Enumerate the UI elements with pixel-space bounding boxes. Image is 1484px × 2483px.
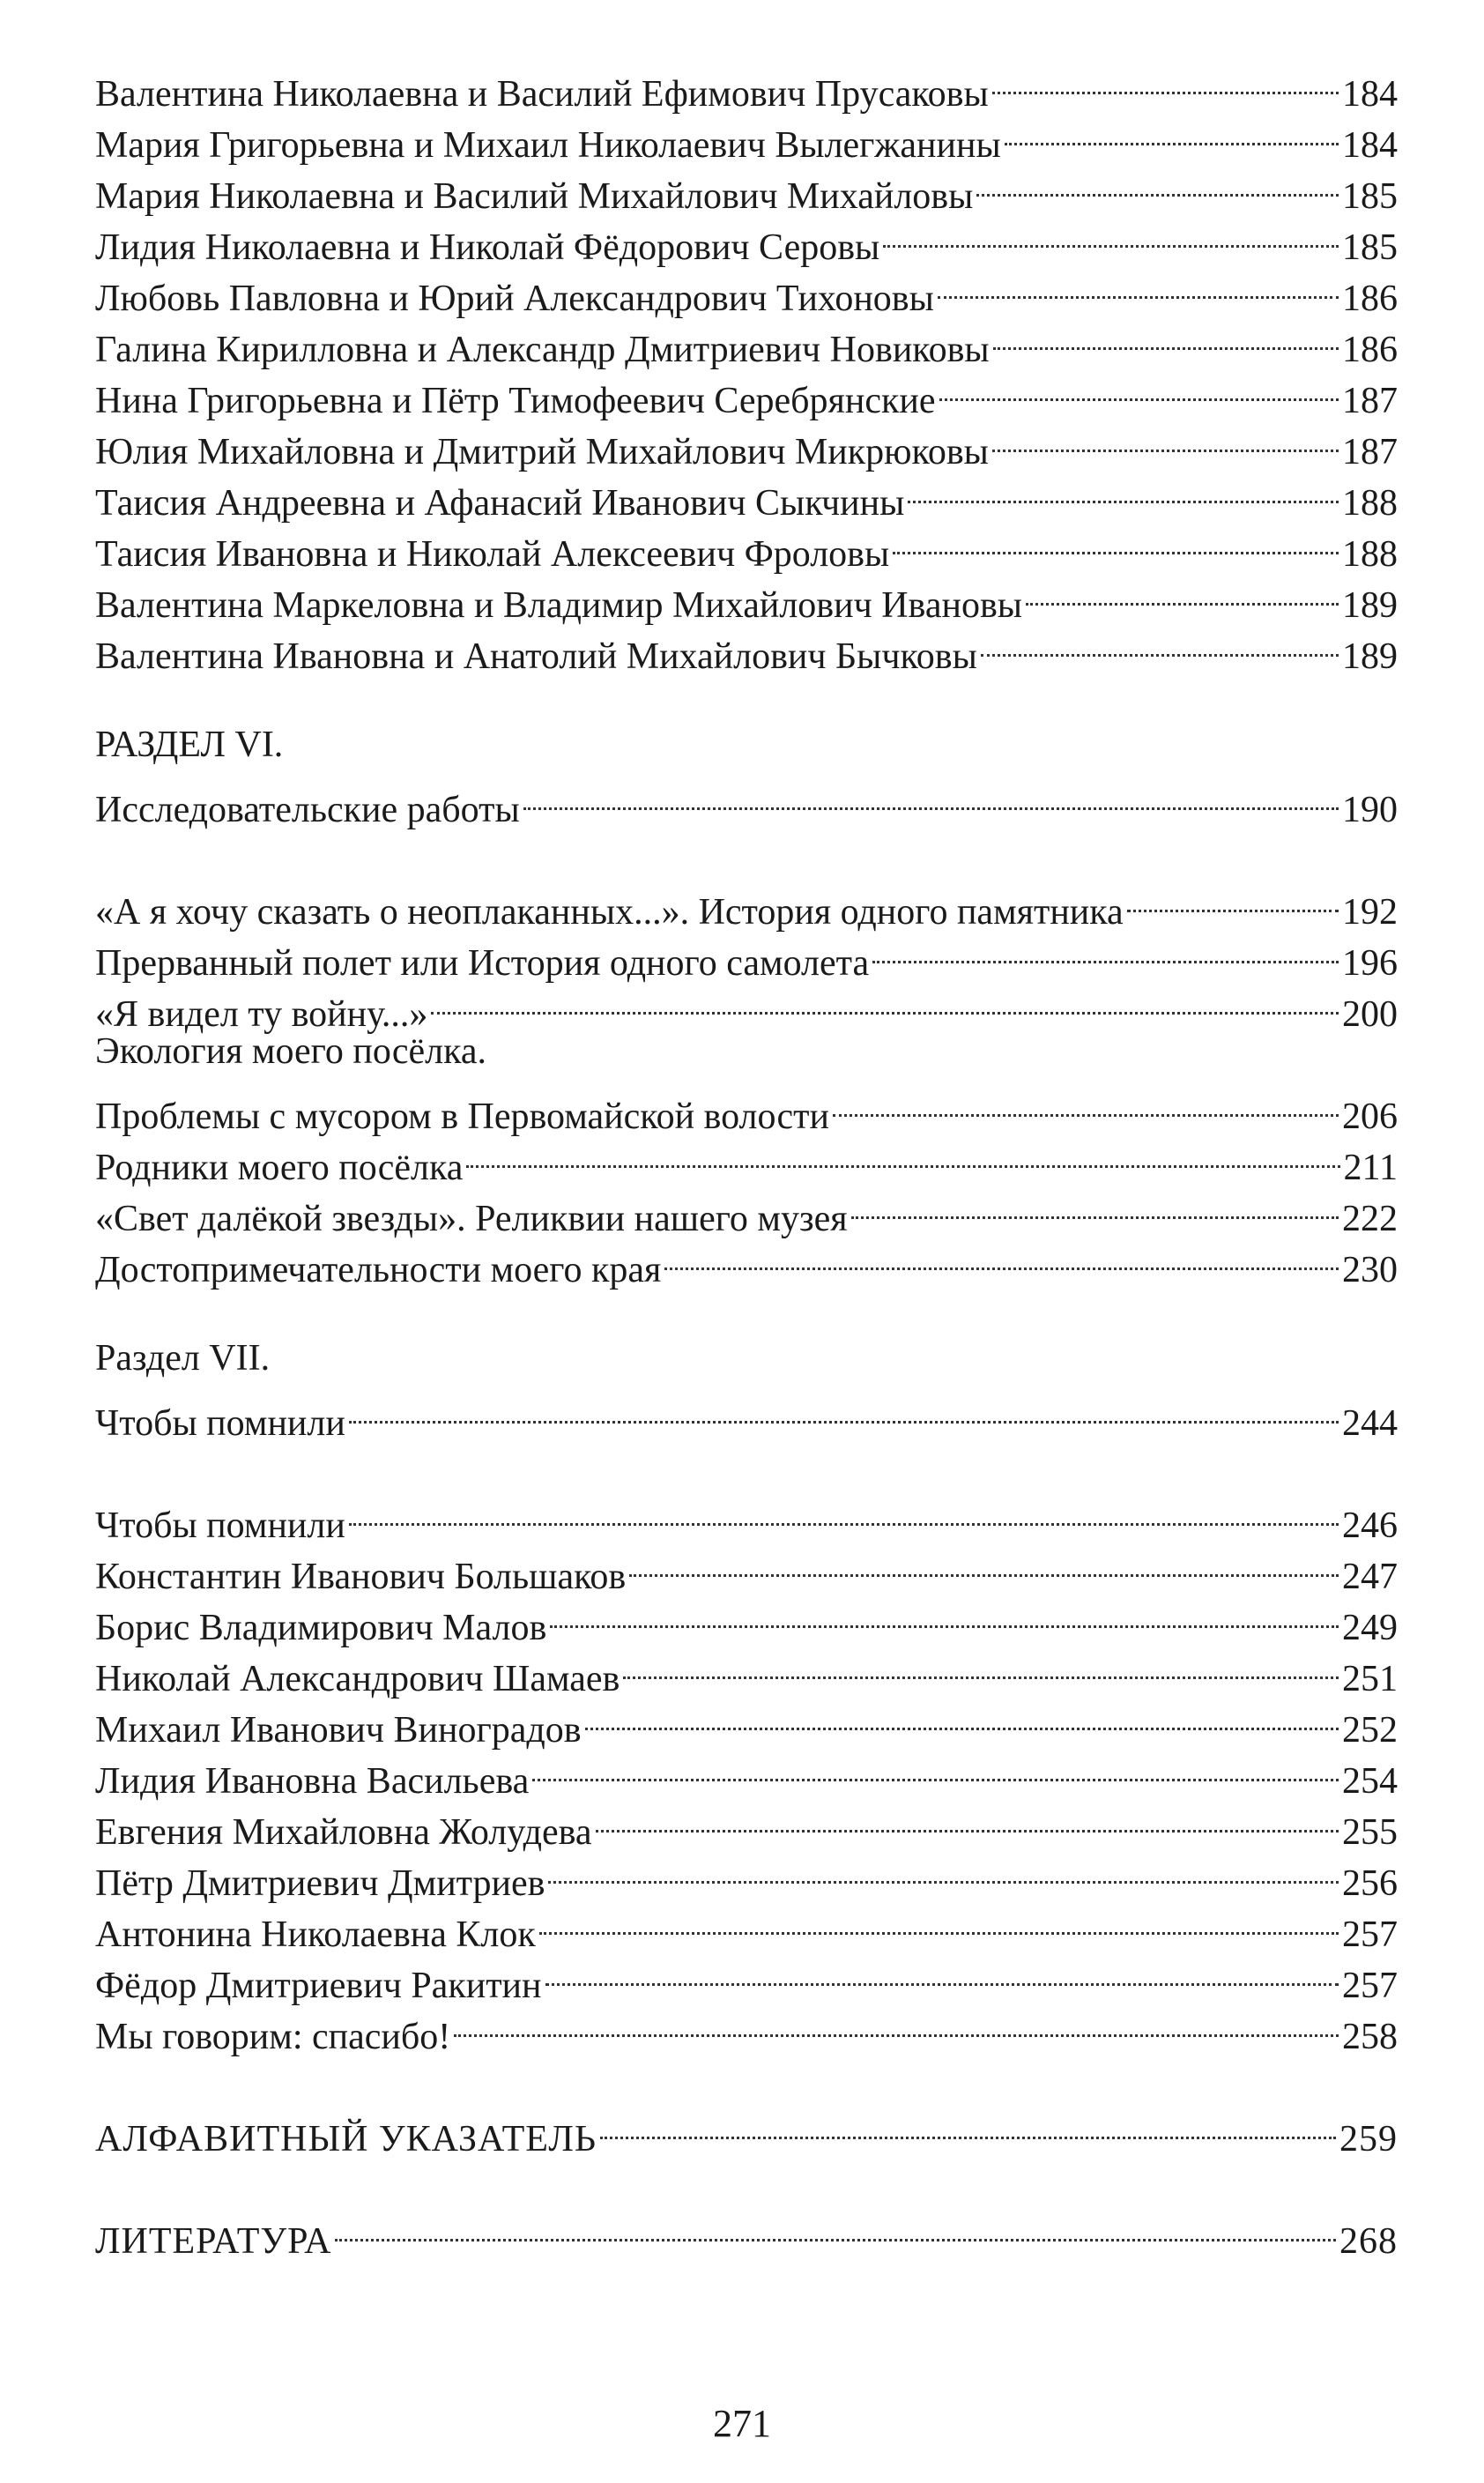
toc-entry-page: 258 — [1342, 2017, 1398, 2057]
section-vi-title-entry — [95, 770, 1398, 830]
toc-entry-page: 200 — [1342, 994, 1398, 1035]
toc-entry-label: Пётр Дмитриевич Дмитриев — [95, 1863, 545, 1904]
toc-entry-label: Антонина Николаевна Клок — [95, 1914, 536, 1955]
toc-entry-page: 211 — [1343, 1148, 1398, 1188]
toc-entry — [95, 1486, 1398, 1546]
toc-entry-page: 190 — [1342, 790, 1398, 830]
dot-leader — [539, 1895, 1339, 1946]
toc-entry-page: 268 — [1339, 2221, 1398, 2262]
toc-entry — [95, 1077, 1398, 1137]
toc-entry-label: Таисия Андреевна и Афанасий Иванович Сыкчины — [95, 483, 905, 524]
toc-entry-page: 188 — [1342, 534, 1398, 575]
ecology-line: Экология моего посёлка. — [95, 1031, 487, 1072]
toc-entry-page: 254 — [1342, 1761, 1398, 1802]
section-vii-heading: Раздел VII. — [95, 1338, 271, 1379]
toc-entry-label: ЛИТЕРАТУРА — [95, 2221, 332, 2262]
dot-leader — [1026, 566, 1339, 617]
toc-entry-page: 196 — [1342, 943, 1398, 984]
toc-entry-page: 230 — [1342, 1250, 1398, 1290]
toc-entry — [95, 55, 1398, 115]
toc-entry-label: Лидия Николаевна и Николай Фёдорович Серовы — [95, 227, 880, 268]
dot-leader — [349, 1486, 1339, 1537]
dot-leader — [454, 1997, 1339, 2048]
toc-entry-label: Мария Григорьевна и Михаил Николаевич Вылегжанины — [95, 125, 1001, 166]
toc-entry-label: Николай Александрович Шамаев — [95, 1659, 620, 1699]
toc-entry-label: Любовь Павловна и Юрий Александрович Тихоновы — [95, 279, 934, 319]
toc-entry-label: Чтобы помнили — [95, 1403, 345, 1444]
toc-entry-page: 255 — [1342, 1812, 1398, 1853]
toc-entry-page: 257 — [1342, 1966, 1398, 2006]
toc-entry-label: Мария Николаевна и Василий Михайлович Михайловы — [95, 176, 974, 217]
toc-entry-label: Лидия Ивановна Васильева — [95, 1761, 530, 1802]
toc-entry-page: 251 — [1342, 1659, 1398, 1699]
toc-entry-label: Проблемы с мусором в Первомайской волости — [95, 1097, 830, 1137]
toc-entry-label: Юлия Михайловна и Дмитрий Михайлович Микрюковы — [95, 432, 989, 472]
dot-leader — [976, 157, 1339, 208]
toc-entry-label: Достопримечательности моего края — [95, 1250, 662, 1290]
toc-entry-page: 246 — [1342, 1505, 1398, 1546]
dot-leader — [938, 259, 1339, 310]
dot-leader — [466, 1128, 1339, 1179]
dot-leader — [893, 515, 1339, 566]
dot-leader — [532, 1742, 1339, 1793]
toc-entry-label: Борис Владимирович Малов — [95, 1608, 547, 1648]
toc-entry-label: Чтобы помнили — [95, 1505, 345, 1546]
toc-entry-page: 188 — [1342, 483, 1398, 524]
toc-entry-label: Мы говорим: спасибо! — [95, 2017, 451, 2057]
dot-leader — [335, 2202, 1336, 2253]
toc-entry-label: Евгения Михайловна Жолудева — [95, 1812, 592, 1853]
toc-entry-label: «Я видел ту войну...» — [95, 994, 428, 1035]
table-of-contents — [95, 55, 1398, 2262]
alphabetical-index-entry — [95, 2100, 1398, 2160]
page-number: 271 — [713, 2402, 771, 2445]
section-vii-title-entry — [95, 1384, 1398, 1444]
toc-entry-page: 249 — [1342, 1608, 1398, 1648]
toc-entry-page: 185 — [1342, 227, 1398, 268]
dot-leader — [431, 975, 1339, 1026]
dot-leader — [1127, 873, 1339, 924]
toc-entry-page: 192 — [1342, 892, 1398, 933]
dot-leader — [548, 1844, 1339, 1895]
dot-leader — [833, 1077, 1339, 1128]
dot-leader — [981, 617, 1339, 668]
toc-entry-page: 184 — [1342, 125, 1398, 166]
toc-entry-label: Валентина Ивановна и Анатолий Михайлович Бычковы — [95, 636, 977, 677]
dot-leader — [992, 55, 1339, 106]
toc-entry-page: 206 — [1342, 1097, 1398, 1137]
toc-entry-page: 187 — [1342, 432, 1398, 472]
toc-entry-label: Нина Григорьевна и Пётр Тимофеевич Серебрянские — [95, 381, 936, 421]
section-v-list — [95, 55, 1398, 677]
toc-entry-page: 186 — [1342, 330, 1398, 370]
toc-entry-page: 244 — [1342, 1403, 1398, 1444]
toc-entry-label: Исследовательские работы — [95, 790, 520, 830]
toc-entry-label: Галина Кирилловна и Александр Дмитриевич Новиковы — [95, 330, 990, 370]
toc-entry-label: Константин Иванович Большаков — [95, 1557, 627, 1597]
dot-leader — [993, 310, 1339, 361]
dot-leader — [664, 1230, 1339, 1282]
toc-entry-page: 259 — [1339, 2119, 1398, 2160]
section-vi-heading: РАЗДЕЛ VI. — [95, 725, 284, 765]
toc-entry-label: АЛФАВИТНЫЙ УКАЗАТЕЛЬ — [95, 2119, 597, 2160]
dot-leader — [939, 361, 1339, 413]
toc-entry-page: 252 — [1342, 1710, 1398, 1751]
dot-leader — [1005, 106, 1339, 157]
dot-leader — [545, 1946, 1339, 1997]
dot-leader — [596, 1793, 1339, 1844]
toc-entry-label: Прерванный полет или История одного самолета — [95, 943, 870, 984]
dot-leader — [523, 770, 1339, 821]
toc-entry-page: 184 — [1342, 74, 1398, 115]
dot-leader — [600, 2100, 1336, 2151]
toc-entry-label: Фёдор Дмитриевич Ракитин — [95, 1966, 542, 2006]
dot-leader — [623, 1639, 1339, 1691]
toc-entry-label: Валентина Маркеловна и Владимир Михайлович Ивановы — [95, 585, 1022, 626]
literature-entry — [95, 2202, 1398, 2262]
toc-entry — [95, 873, 1398, 933]
toc-entry-label: «Свет далёкой звезды». Реликвии нашего музея — [95, 1199, 848, 1239]
toc-entry-label: Михаил Иванович Виноградов — [95, 1710, 582, 1751]
toc-entry-label: «А я хочу сказать о неоплаканных...». История одного памятника — [95, 892, 1124, 933]
toc-entry-label: Валентина Николаевна и Василий Ефимович Прусаковы — [95, 74, 989, 115]
dot-leader — [349, 1384, 1339, 1435]
toc-entry-label: Родники моего посёлка — [95, 1148, 464, 1188]
dot-leader — [872, 924, 1339, 975]
section-vii — [95, 1333, 1398, 2057]
dot-leader — [851, 1179, 1339, 1230]
toc-entry-page: 187 — [1342, 381, 1398, 421]
toc-entry-page: 189 — [1342, 585, 1398, 626]
toc-entry-label: Таисия Ивановна и Николай Алексеевич Фроловы — [95, 534, 890, 575]
dot-leader — [585, 1691, 1339, 1742]
toc-entry-page: 186 — [1342, 279, 1398, 319]
section-vi — [95, 719, 1398, 1290]
toc-entry-page: 222 — [1342, 1199, 1398, 1239]
dot-leader — [908, 464, 1339, 515]
dot-leader — [629, 1537, 1339, 1588]
dot-leader — [550, 1588, 1339, 1639]
toc-entry-page: 257 — [1342, 1914, 1398, 1955]
toc-entry-page: 256 — [1342, 1863, 1398, 1904]
toc-entry-page: 247 — [1342, 1557, 1398, 1597]
dot-leader — [883, 208, 1339, 259]
toc-entry-page: 185 — [1342, 176, 1398, 217]
toc-entry-page: 189 — [1342, 636, 1398, 677]
dot-leader — [992, 413, 1339, 464]
